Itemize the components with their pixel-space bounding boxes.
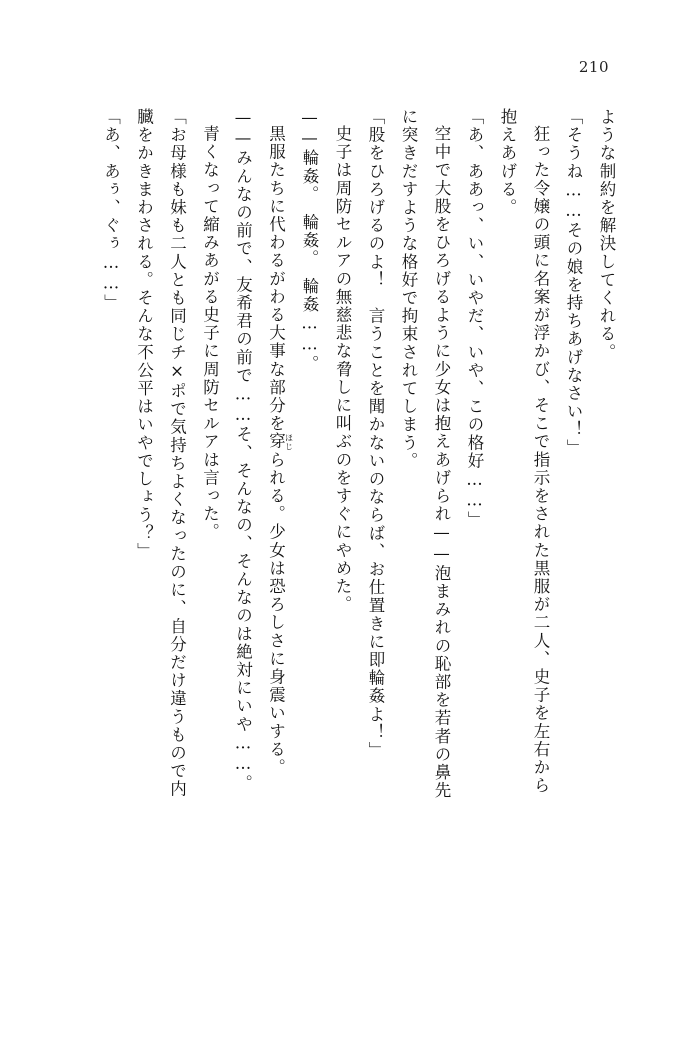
- text-line: 史子は周防セルアの無慈悲な脅しに叫ぶのをすぐにやめた。: [333, 124, 352, 614]
- text-line: ——輪姦。 輪姦。 輪姦……。: [300, 108, 319, 373]
- text-line: 「そうね……その娘を持ちあげなさい！」: [564, 108, 583, 457]
- page-text-body: [60, 108, 623, 990]
- text-line: 空中で大股をひろげるように少女は抱えあげられ——泡まみれの恥部を若者の鼻先: [432, 124, 451, 800]
- text-line: 黒服たちに代わるがわる大事な部分を穿 ほじられる。少女は恐ろしさに身震いする。: [266, 124, 294, 777]
- text-line: 「お母様も妹も二人とも同じチ×ポで気持ちよくなったのに、自分だけ違うもので内: [167, 108, 187, 799]
- text-line: 抱えあげる。: [498, 108, 517, 217]
- text-line: ような制約を解決してくれる。: [597, 108, 616, 362]
- text-line: に突きだすような格好で拘束されてしまう。: [399, 108, 418, 470]
- page-number: 210: [578, 58, 609, 76]
- text-line: 青くなって縮みあがる史子に周防セルアは言った。: [200, 124, 220, 541]
- text-line: 「あ、ああっ、い、いやだ、いや、この格好……」: [465, 108, 484, 530]
- text-line: 「あ、あぅ、ぐぅ……」: [101, 108, 121, 313]
- text-line: 「股をひろげるのよ！ 言うことを聞かないのならば、お仕置きに即輪姦よ！」: [366, 108, 385, 760]
- text-line: 臓をかきまわされる。そんな不公平はいやでしょう？」: [134, 108, 154, 561]
- text-line: 狂った令嬢の頭に名案が浮かび、そこで指示をされた黒服が二人、史子を左右から: [531, 124, 550, 795]
- text-line: ——みんなの前で、友希君の前で……そ、そんなの、そんなのは絶対にいや……。: [233, 108, 253, 793]
